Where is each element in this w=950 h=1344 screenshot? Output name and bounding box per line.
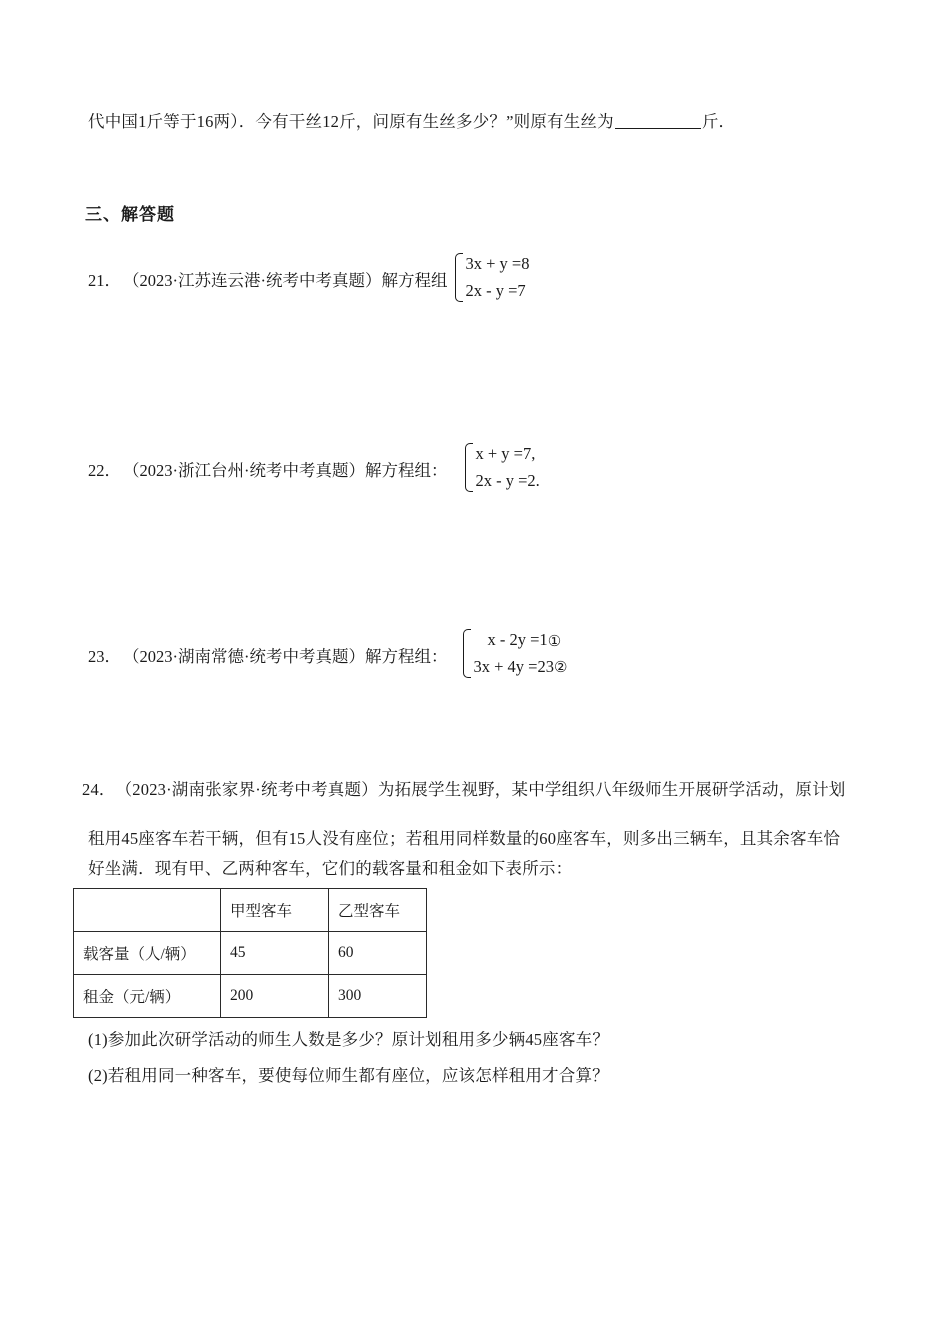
question-23-equation-2: 3x + 4y =23 xyxy=(473,656,554,676)
question-21-prompt: （2023·江苏连云港·统考中考真题）解方程组 xyxy=(123,270,448,290)
table-cell-fare-a: 200 xyxy=(221,975,329,1018)
table-header-bus-type-b: 乙型客车 xyxy=(329,889,427,932)
question-22-equation-system xyxy=(462,441,540,494)
question-22-prompt: （2023·浙江台州·统考中考真题）解方程组： xyxy=(123,460,448,480)
question-22 xyxy=(88,442,540,495)
question-21-number: 21． xyxy=(88,270,121,290)
question-23-prompt: （2023·湖南常德·统考中考真题）解方程组： xyxy=(123,646,448,666)
continued-question-fragment xyxy=(88,110,735,135)
brace-icon xyxy=(460,627,469,680)
fragment-text-after-blank: 斤． xyxy=(701,112,736,131)
question-22-number: 22． xyxy=(88,460,121,480)
table-row-label-capacity: 载客量（人/辆） xyxy=(74,932,221,975)
question-21-equation-2: 2x - y =7 xyxy=(465,280,526,300)
answer-blank[interactable] xyxy=(615,113,701,129)
table-header-bus-type-a: 甲型客车 xyxy=(221,889,329,932)
question-21-equation-1: 3x + y =8 xyxy=(465,254,530,273)
equation-label-1: ① xyxy=(547,633,562,650)
question-24-sub-1: (1)参加此次研学活动的师生人数是多少？原计划租用多少辆45座客车？ xyxy=(88,1030,610,1049)
table-cell-capacity-b: 60 xyxy=(329,932,427,975)
table-header-corner-cell xyxy=(74,889,221,932)
table-row-label-fare: 租金（元/辆） xyxy=(74,975,221,1018)
question-21-equation-system xyxy=(452,251,530,304)
table-cell-fare-b: 300 xyxy=(329,975,427,1018)
question-23-equation-2-wrap xyxy=(474,654,568,681)
question-22-equation-1: x + y =7, xyxy=(475,444,536,463)
question-24-line-1 xyxy=(82,778,846,803)
brace-icon xyxy=(452,251,461,304)
question-24-line-3: 好坐满．现有甲、乙两种客车，它们的载客量和租金如下表所示： xyxy=(88,859,573,878)
question-21 xyxy=(88,252,530,305)
question-23-equation-1: x - 2y =1 xyxy=(487,630,548,649)
question-24-number: 24． xyxy=(82,780,116,799)
table-row xyxy=(74,975,427,1018)
question-22-equation-2: 2x - y =2. xyxy=(475,470,540,490)
fragment-text-before-blank: 代中国1斤等于16两）．今有干丝12斤，问原有生丝多少？”则原有生丝为 xyxy=(88,112,614,131)
section-heading: 三、解答题 xyxy=(85,205,175,224)
equation-label-2: ② xyxy=(554,660,568,677)
table-cell-capacity-a: 45 xyxy=(221,932,329,975)
table-row xyxy=(74,932,427,975)
question-23-number: 23． xyxy=(88,646,121,666)
question-24-body-1: （2023·湖南张家界·统考中考真题）为拓展学生视野，某中学组织八年级师生开展研学活动，原计划 xyxy=(115,780,846,799)
table-row-header xyxy=(74,889,427,932)
question-23 xyxy=(88,628,567,681)
brace-icon xyxy=(462,441,471,494)
question-24-sub-2: (2)若租用同一种客车，要使每位师生都有座位，应该怎样租用才合算？ xyxy=(88,1066,609,1085)
bus-capacity-fare-table xyxy=(73,888,427,1018)
question-24-line-2: 租用45座客车若干辆，但有15人没有座位；若租用同样数量的60座客车，则多出三辆车，且其余客车恰 xyxy=(88,829,841,848)
question-23-equation-1-wrap xyxy=(474,627,568,654)
question-23-equation-system xyxy=(460,627,568,680)
